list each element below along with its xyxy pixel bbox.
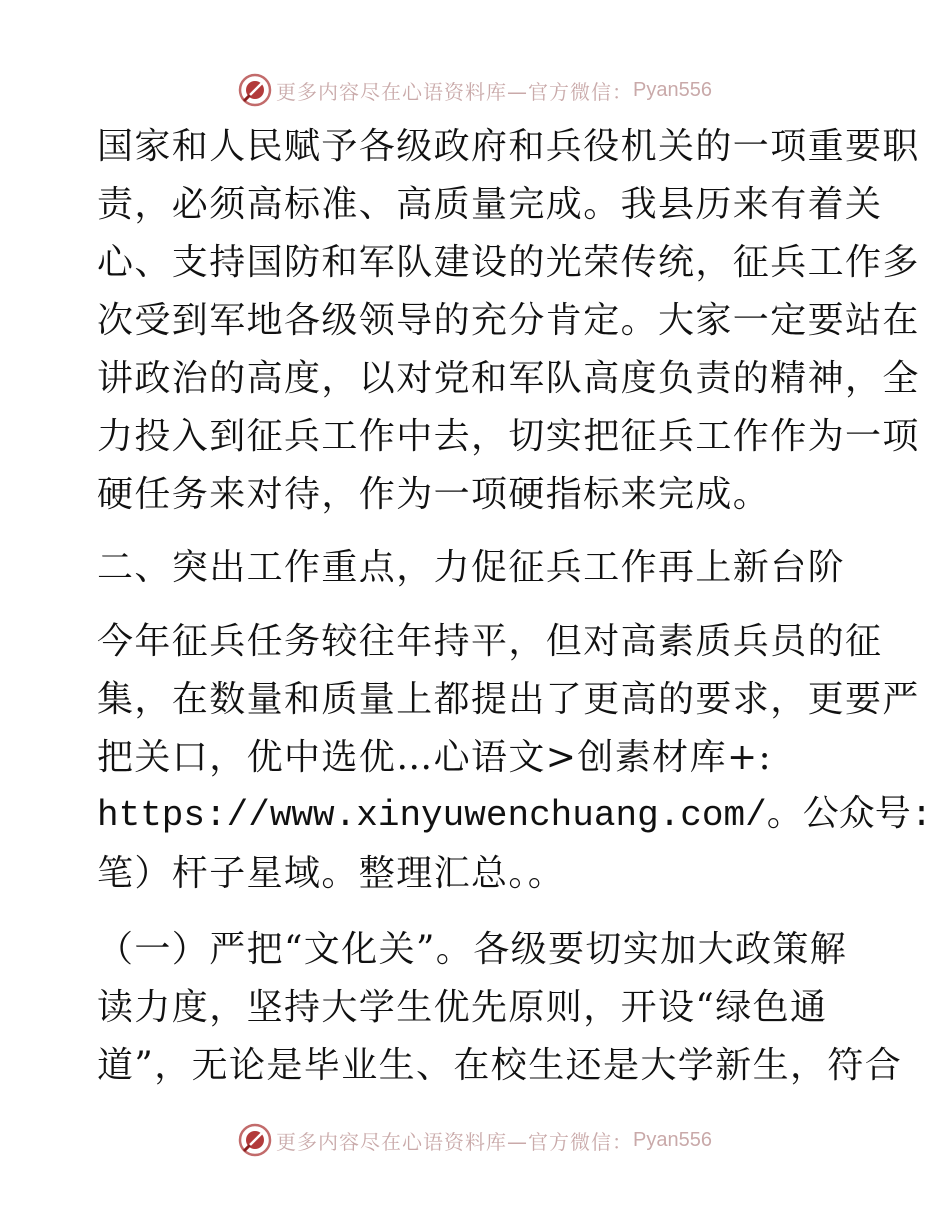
footer-watermark	[0, 1120, 950, 1160]
text-line: 今年征兵任务较往年持平，但对高素质兵员的征	[97, 621, 883, 662]
text-line-url: https://www.xinyuwenchuang.com/。公众号:	[97, 795, 933, 836]
text-line: 力投入到征兵工作中去，切实把征兵工作作为一项	[97, 416, 920, 457]
text-line: 读力度，坚持大学生优先原则，开设“绿色通	[97, 987, 828, 1028]
book-pen-logo-icon	[238, 73, 272, 107]
header-watermark	[0, 70, 950, 110]
text-line: 心、支持国防和军队建设的光荣传统，征兵工作多	[97, 242, 920, 283]
text-line: （一）严把“文化关”。各级要切实加大政策解	[97, 929, 848, 970]
text-line: 笔）杆子星域。整理汇总。。	[97, 853, 566, 894]
text-line: 集，在数量和质量上都提出了更高的要求，更要严	[97, 679, 920, 720]
watermark-slogan: 更多内容尽在心语资料库—官方微信：	[276, 1129, 634, 1154]
watermark-wechat-id: Pyan556	[633, 1128, 712, 1151]
watermark-slogan: 更多内容尽在心语资料库—官方微信：	[276, 79, 634, 104]
text-line: 次受到军地各级领导的充分肯定。大家一定要站在	[97, 300, 920, 341]
text-line: 道”，无论是毕业生、在校生还是大学新生，符合	[97, 1045, 903, 1086]
text-line: 国家和人民赋予各级政府和兵役机关的一项重要职	[97, 126, 920, 167]
text-line: 责，必须高标准、高质量完成。我县历来有着关	[97, 184, 883, 225]
section-heading: 二、突出工作重点，力促征兵工作再上新台阶	[97, 547, 846, 588]
text-line: 把关口，优中选优…心语文>创素材库+:	[97, 737, 773, 778]
book-pen-logo-icon	[238, 1123, 272, 1157]
watermark-wechat-id: Pyan556	[633, 78, 712, 101]
text-line: 硬任务来对待，作为一项硬指标来完成。	[97, 474, 771, 515]
text-line: 讲政治的高度，以对党和军队高度负责的精神，全	[97, 358, 920, 399]
